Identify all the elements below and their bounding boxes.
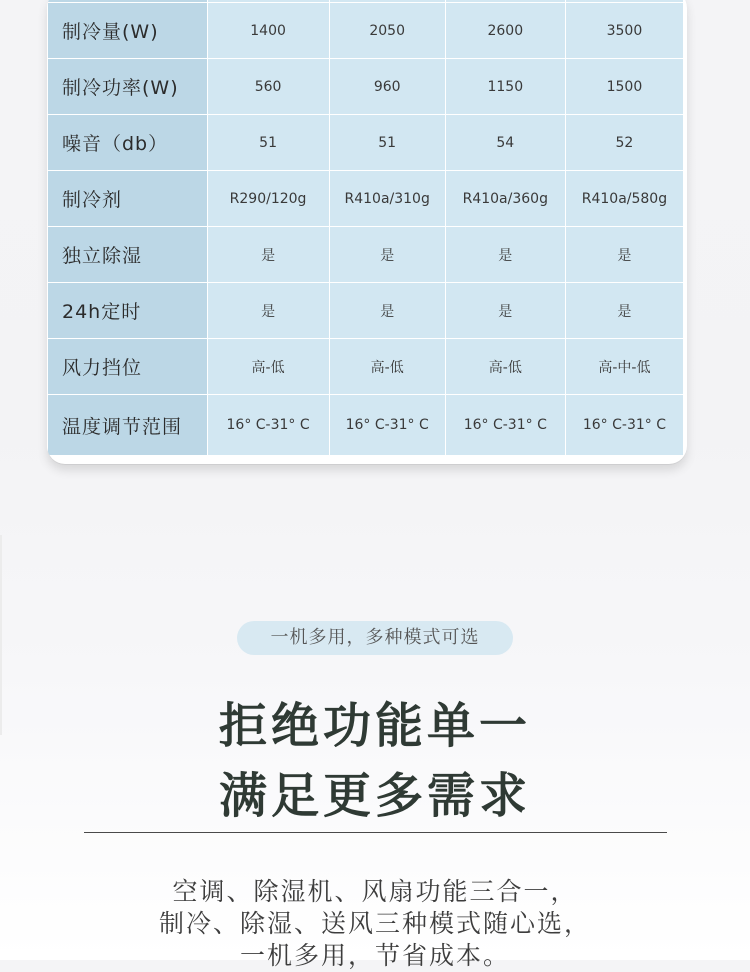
table-row-temperature-range <box>48 395 684 456</box>
table-cell: R410a/580g <box>565 171 683 227</box>
table-cell: R410a/310g <box>329 171 445 227</box>
row-label: 制冷剂 <box>48 171 208 227</box>
description-line-2: 制冷、除湿、送风三种模式随心选， <box>158 909 591 938</box>
table-cell: 是 <box>445 227 565 283</box>
table-cell: 16° C-31° C <box>445 395 565 456</box>
row-label: 风力挡位 <box>48 339 208 395</box>
row-label: 制冷功率(W) <box>48 59 208 115</box>
table-cell: 16° C-31° C <box>329 395 445 456</box>
table-cell: 51 <box>329 115 445 171</box>
table-cell: 1400 <box>207 3 329 59</box>
spec-table <box>47 0 684 456</box>
headline-line-2: 满足更多需求 <box>218 768 531 824</box>
table-cell: 51 <box>207 115 329 171</box>
table-cell: 是 <box>329 227 445 283</box>
row-label: 24h定时 <box>48 283 208 339</box>
table-cell: 1150 <box>445 59 565 115</box>
table-cell: R410a/360g <box>445 171 565 227</box>
table-cell: 52 <box>565 115 683 171</box>
row-label: 制冷量(W) <box>48 3 208 59</box>
table-row-fan-speed <box>48 339 684 395</box>
table-cell: 高-低 <box>445 339 565 395</box>
table-cell: 16° C-31° C <box>207 395 329 456</box>
table-row-refrigerant <box>48 171 684 227</box>
spec-table-card <box>47 0 687 464</box>
table-cell: 是 <box>565 227 683 283</box>
table-cell: 是 <box>565 283 683 339</box>
table-cell: 960 <box>329 59 445 115</box>
table-cell: 是 <box>207 283 329 339</box>
table-cell: 3500 <box>565 3 683 59</box>
table-cell: 是 <box>445 283 565 339</box>
table-cell: 2050 <box>329 3 445 59</box>
table-row-cooling-capacity <box>48 3 684 59</box>
table-cell: 2600 <box>445 3 565 59</box>
table-row-timer <box>48 283 684 339</box>
row-label: 独立除湿 <box>48 227 208 283</box>
table-cell: 560 <box>207 59 329 115</box>
row-label: 噪音（db） <box>48 115 208 171</box>
table-row-dehumidify <box>48 227 684 283</box>
description-line-3: 一机多用，节省成本。 <box>239 941 510 970</box>
row-label: 温度调节范围 <box>48 395 208 456</box>
table-cell: 高-低 <box>207 339 329 395</box>
table-cell: 16° C-31° C <box>565 395 683 456</box>
table-cell: 高-低 <box>329 339 445 395</box>
table-cell: 高-中-低 <box>565 339 683 395</box>
table-cell: 1500 <box>565 59 683 115</box>
table-row-cooling-power <box>48 59 684 115</box>
feature-tag: 一机多用，多种模式可选 <box>237 621 513 655</box>
headline-line-1: 拒绝功能单一 <box>218 698 531 754</box>
table-cell: 54 <box>445 115 565 171</box>
description-line-1: 空调、除湿机、风扇功能三合一， <box>172 877 578 906</box>
section-divider <box>84 832 667 833</box>
table-row-noise <box>48 115 684 171</box>
table-cell: 是 <box>329 283 445 339</box>
table-cell: 是 <box>207 227 329 283</box>
table-cell: R290/120g <box>207 171 329 227</box>
